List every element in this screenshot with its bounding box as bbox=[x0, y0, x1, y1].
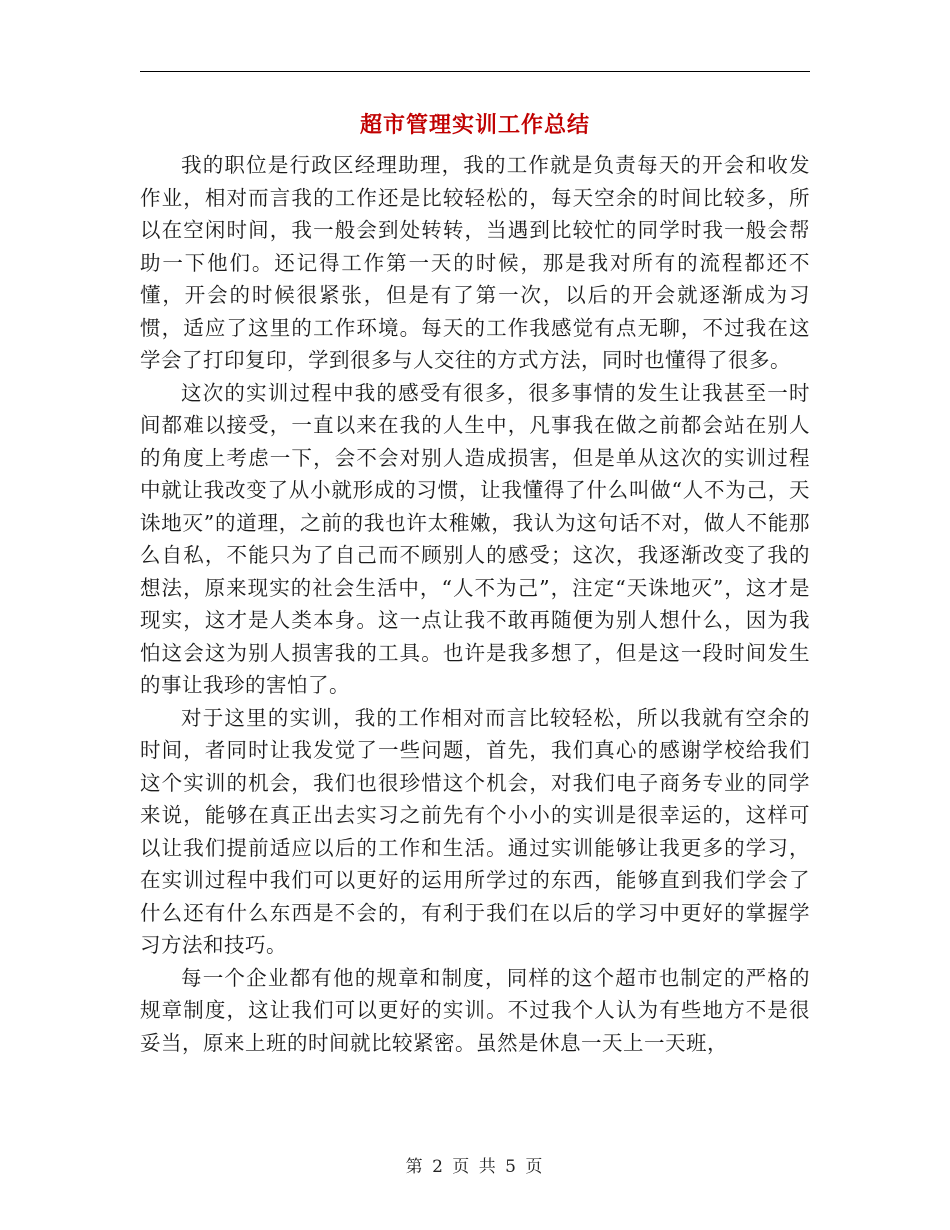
paragraph-4: 每一个企业都有他的规章和制度，同样的这个超市也制定的严格的规章制度，这让我们可以更好的实训。不过我个人认为有些地方不是很妥当，原来上班的时间就比较紧密。虽然是休息一天上一天班， bbox=[140, 965, 810, 1055]
header-rule bbox=[140, 71, 810, 72]
page-number: 第 2 页 共 5 页 bbox=[405, 1157, 545, 1177]
paragraph-3: 对于这里的实训，我的工作相对而言比较轻松，所以我就有空余的时间，者同时让我发觉了一些问题，首先，我们真心的感谢学校给我们这个实训的机会，我们也很珍惜这个机会，对我们电子商务专业的同学来说，能够在真正出去实习之前先有个小小的实训是很幸运的，这样可以让我们提前适应以后的工作和生活。通过实训能够让我更多的学习，在实训过程中我们可以更好的运用所学过的东西，能够直到我们学会了什么还有什么东西是不会的，有利于我们在以后的学习中更好的掌握学习方法和技巧。 bbox=[140, 705, 810, 957]
document-title: 超市管理实训工作总结 bbox=[359, 112, 590, 138]
paragraph-2: 这次的实训过程中我的感受有很多，很多事情的发生让我甚至一时间都难以接受，一直以来在我的人生中，凡事我在做之前都会站在别人的角度上考虑一下，会不会对别人造成损害，但是单从这次的实训过程中就让我改变了从小就形成的习惯，让我懂得了什么叫做“人不为己，天诛地灭”的道理，之前的我也许太稚嫩，我认为这句话不对，做人不能那么自私，不能只为了自己而不顾别人的感受；这次，我逐渐改变了我的想法，原来现实的社会生活中，“人不为己”，注定“天诛地灭”，这才是现实，这才是人类本身。这一点让我不敢再随便为别人想什么，因为我怕这会这为别人损害我的工具。也许是我多想了，但是这一段时间发生的事让我珍的害怕了。 bbox=[140, 380, 810, 697]
document-body bbox=[140, 149, 810, 1059]
paragraph-1: 我的职位是行政区经理助理，我的工作就是负责每天的开会和收发作业，相对而言我的工作还是比较轻松的，每天空余的时间比较多，所以在空闲时间，我一般会到处转转，当遇到比较忙的同学时我一般会帮助一下他们。还记得工作第一天的时候，那是我对所有的流程都还不懂，开会的时候很紧张，但是有了第一次，以后的开会就逐渐成为习惯，适应了这里的工作环境。每天的工作我感觉有点无聊，不过我在这学会了打印复印，学到很多与人交往的方式方法，同时也懂得了很多。 bbox=[140, 153, 810, 372]
